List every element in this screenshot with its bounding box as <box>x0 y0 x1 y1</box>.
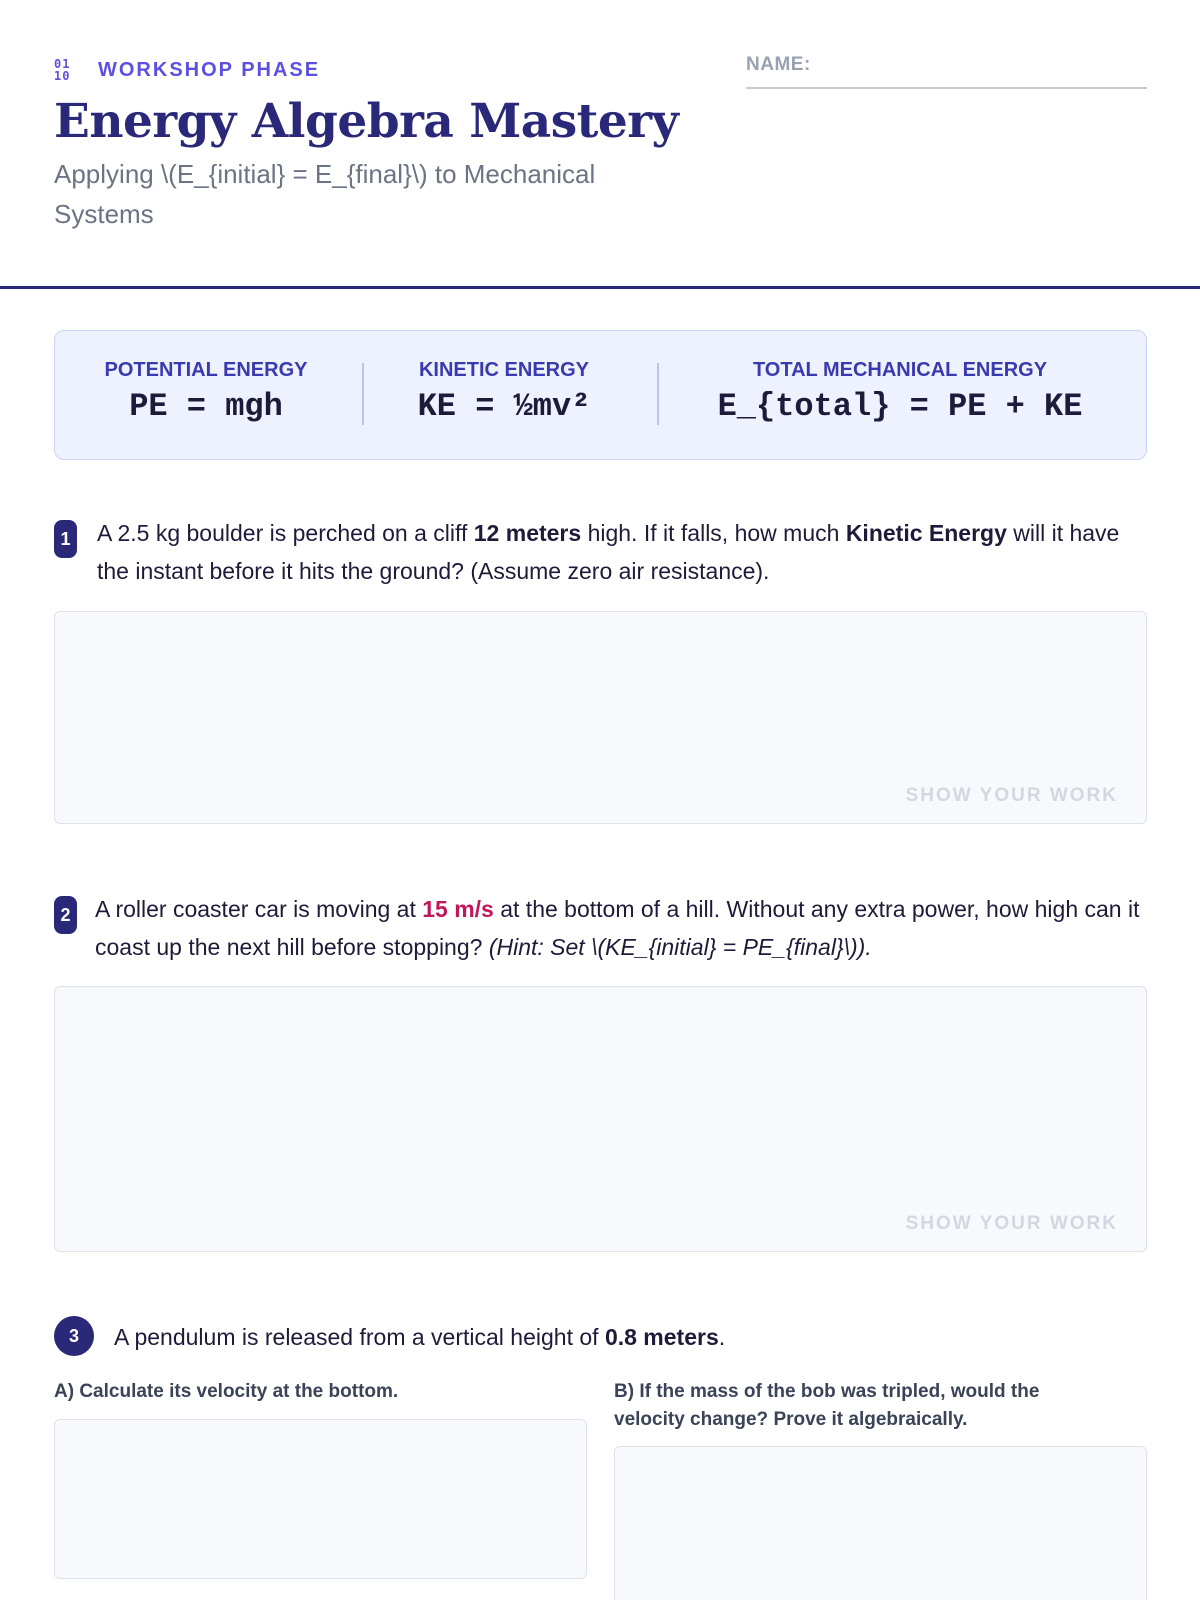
answer-box-a[interactable] <box>54 1419 587 1579</box>
formula-expression: KE = ½mv² <box>417 388 591 425</box>
question-number: 3 <box>54 1316 94 1356</box>
question-number: 2 <box>54 896 77 934</box>
formula-expression: E_{total} = PE + KE <box>717 388 1083 425</box>
worksheet-header <box>54 0 1147 288</box>
formula-total-energy <box>655 359 1145 425</box>
formula-reference-panel <box>54 330 1147 460</box>
phase-label: WORKSHOP PHASE <box>98 58 321 81</box>
question-3 <box>54 1318 1147 1600</box>
formula-potential-energy <box>55 359 357 425</box>
question-2 <box>54 890 1147 1252</box>
binary-icon: 01 10 <box>54 57 71 83</box>
phase-tag <box>54 55 320 85</box>
answer-box-b[interactable] <box>614 1446 1147 1600</box>
sub-question-b: B) If the mass of the bob was tripled, would the velocity change? Prove it algebraically. <box>614 1381 1040 1430</box>
formula-label: TOTAL MECHANICAL ENERGY <box>752 359 1048 381</box>
show-work-label: SHOW YOUR WORK <box>905 785 1118 806</box>
name-field[interactable] <box>746 54 1147 89</box>
formula-label: POTENTIAL ENERGY <box>104 359 308 381</box>
sub-question-a: A) Calculate its velocity at the bottom. <box>54 1381 399 1402</box>
formula-expression: PE = mgh <box>129 388 283 425</box>
page-title: Energy Algebra Mastery <box>54 94 679 149</box>
show-work-label: SHOW YOUR WORK <box>905 1213 1118 1234</box>
question-1 <box>54 514 1147 824</box>
header-divider <box>0 286 1200 289</box>
question-text: A roller coaster car is moving at 15 m/s at the bottom of a hill. Without any extra power, how high can it coast up the next hill before stopping? (Hint: Set \(KE_{initial} = PE_{final}\)). <box>95 896 1140 960</box>
question-text: A 2.5 kg boulder is perched on a cliff 12 meters high. If it falls, how much Kinetic Energy will it have the instant before it hits the ground? (Assume zero air resistance). <box>97 520 1120 584</box>
page-subtitle: Applying \(E_{initial} = E_{final}\) to Mechanical Systems <box>54 159 596 229</box>
question-number: 1 <box>54 520 77 558</box>
question-text: A pendulum is released from a vertical height of 0.8 meters. <box>114 1324 726 1350</box>
formula-label: KINETIC ENERGY <box>418 359 590 381</box>
name-label: NAME: <box>746 54 811 75</box>
answer-box[interactable] <box>54 611 1147 824</box>
formula-divider <box>362 363 364 425</box>
answer-box[interactable] <box>54 986 1147 1252</box>
formula-kinetic-energy <box>365 359 643 425</box>
